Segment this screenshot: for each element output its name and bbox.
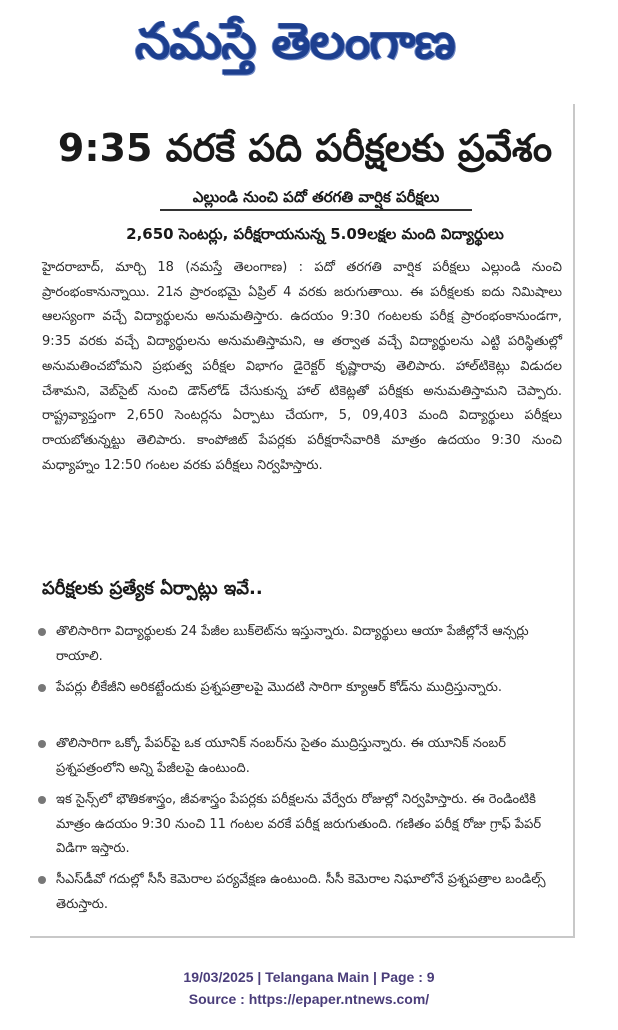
list-item-text: తొలిసారిగా విద్యార్థులకు 24 పేజీల బుక్‌లెట్‌ను ఇస్తున్నారు. విద్యార్థులు ఆయా పేజీల్లోనే ఆన్సర్లు రాయాలి. (56, 624, 529, 664)
list-item-text: ఇక సైన్స్‌లో భౌతికశాస్త్రం, జీవశాస్త్రం పేపర్లకు పరీక్షలను వేర్వేరు రోజుల్లో నిర్వహిస్తారు. ఈ రెండింటికి మాత్రం ఉదయం 9:30 నుంచి 11 గంటల వరకే పరీక్ష జరుగుతుంది. గణితం పరీక్ష రోజు గ్రాఫ్ పేపర్ విడిగా ఇస్తారు. (56, 792, 542, 856)
list-item (34, 620, 564, 676)
list-item-text: సీఎస్‌డీవో గదుల్లో సీసీ కెమెరాల పర్యవేక్షణ ఉంటుంది. సీసీ కెమెరాల నిఘాలోనే ప్రశ్నపత్రాల బండిల్స్ తెరుస్తారు. (56, 872, 546, 912)
arrangements-list (34, 620, 564, 924)
bullet-icon (38, 628, 46, 636)
section-heading: పరీక్షలకు ప్రత్యేక ఏర్పాట్లు ఇవే.. (42, 578, 263, 599)
list-item (34, 732, 564, 788)
page-footer (0, 966, 618, 1010)
newspaper-masthead: నమస్తే తెలంగాణ (135, 11, 455, 70)
article-subline: 2,650 సెంటర్లు, పరీక్షరాయనున్న 5.09లక్షల మంది విద్యార్థులు (126, 225, 504, 243)
bullet-icon (38, 740, 46, 748)
article-headline: 9:35 వరకే పది పరీక్షలకు ప్రవేశం (57, 126, 553, 170)
list-item (34, 676, 564, 732)
list-item-text: పేపర్లు లీకేజీని అరికట్టేందుకు ప్రశ్నపత్రాలపై మొదటి సారిగా క్యూఆర్ కోడ్‌ను ముద్రిస్తున్నారు. (56, 680, 503, 695)
footer-edition-line: 19/03/2025 | Telangana Main | Page : 9 (183, 969, 435, 985)
list-item (34, 788, 564, 868)
bullet-icon (38, 796, 46, 804)
bullet-icon (38, 684, 46, 692)
list-item-text: తొలిసారిగా ఒక్కో పేపర్‌పై ఒక యూనిక్ నంబర్‌ను సైతం ముద్రిస్తున్నారు. ఈ యూనిక్ నంబర్ ప్రశ్నపత్రంలోని అన్ని పేజీలపై ఉంటుంది. (56, 736, 506, 776)
bullet-icon (38, 876, 46, 884)
article-subhead: ఎల్లుండి నుంచి పదో తరగతి వార్షిక పరీక్షలు (160, 185, 472, 211)
article-body: హైదరాబాద్, మార్చి 18 (నమస్తే తెలంగాణ) : పదో తరగతి వార్షిక పరీక్షలు ఎల్లుండి నుంచి ప్రారంభంకానున్నాయి. 21న ప్రారంభమై ఏప్రిల్ 4 వరకు జరుగుతాయి. ఈ పరీక్షలకు ఐదు నిమిషాలు ఆలస్యంగా వచ్చే విద్యార్థులను అనుమతిస్తారు. ఉదయం 9:30 గంటలకు పరీక్ష ప్రారంభంకానుండగా, 9:35 వరకు వచ్చే విద్యార్థులను అనుమతిస్తామని, ఆ తర్వాత వచ్చే విద్యార్థులను ఎట్టి పరిస్థితుల్లో అనుమతించబోమని ప్రభుత్వ పరీక్షల విభాగం డైరెక్టర్ కృష్ణారావు తెలిపారు. హాల్‌టికెట్లు విడుదల చేశామని, వెబ్‌సైట్ నుంచి డౌన్‌లోడ్ చేసుకున్న హాల్ టికెట్లతో పరీక్షకు అనుమతిస్తామని చెప్పారు. రాష్ట్రవ్యాప్తంగా 2,650 సెంటర్లను ఏర్పాటు చేయగా, 5, 09,403 మంది విద్యార్థులు పరీక్షలు రాయబోతున్నట్టు తెలిపారు. కాంపోజిట్ పేపర్లకు పరీక్షరాసేవారికి మాత్రం ఉదయం 9:30 నుంచి మధ్యాహ్నం 12:50 గంటల వరకు పరీక్షలు నిర్వహిస్తారు. (42, 260, 562, 473)
list-item (34, 868, 564, 924)
footer-source-line: Source : https://epaper.ntnews.com/ (188, 991, 430, 1007)
